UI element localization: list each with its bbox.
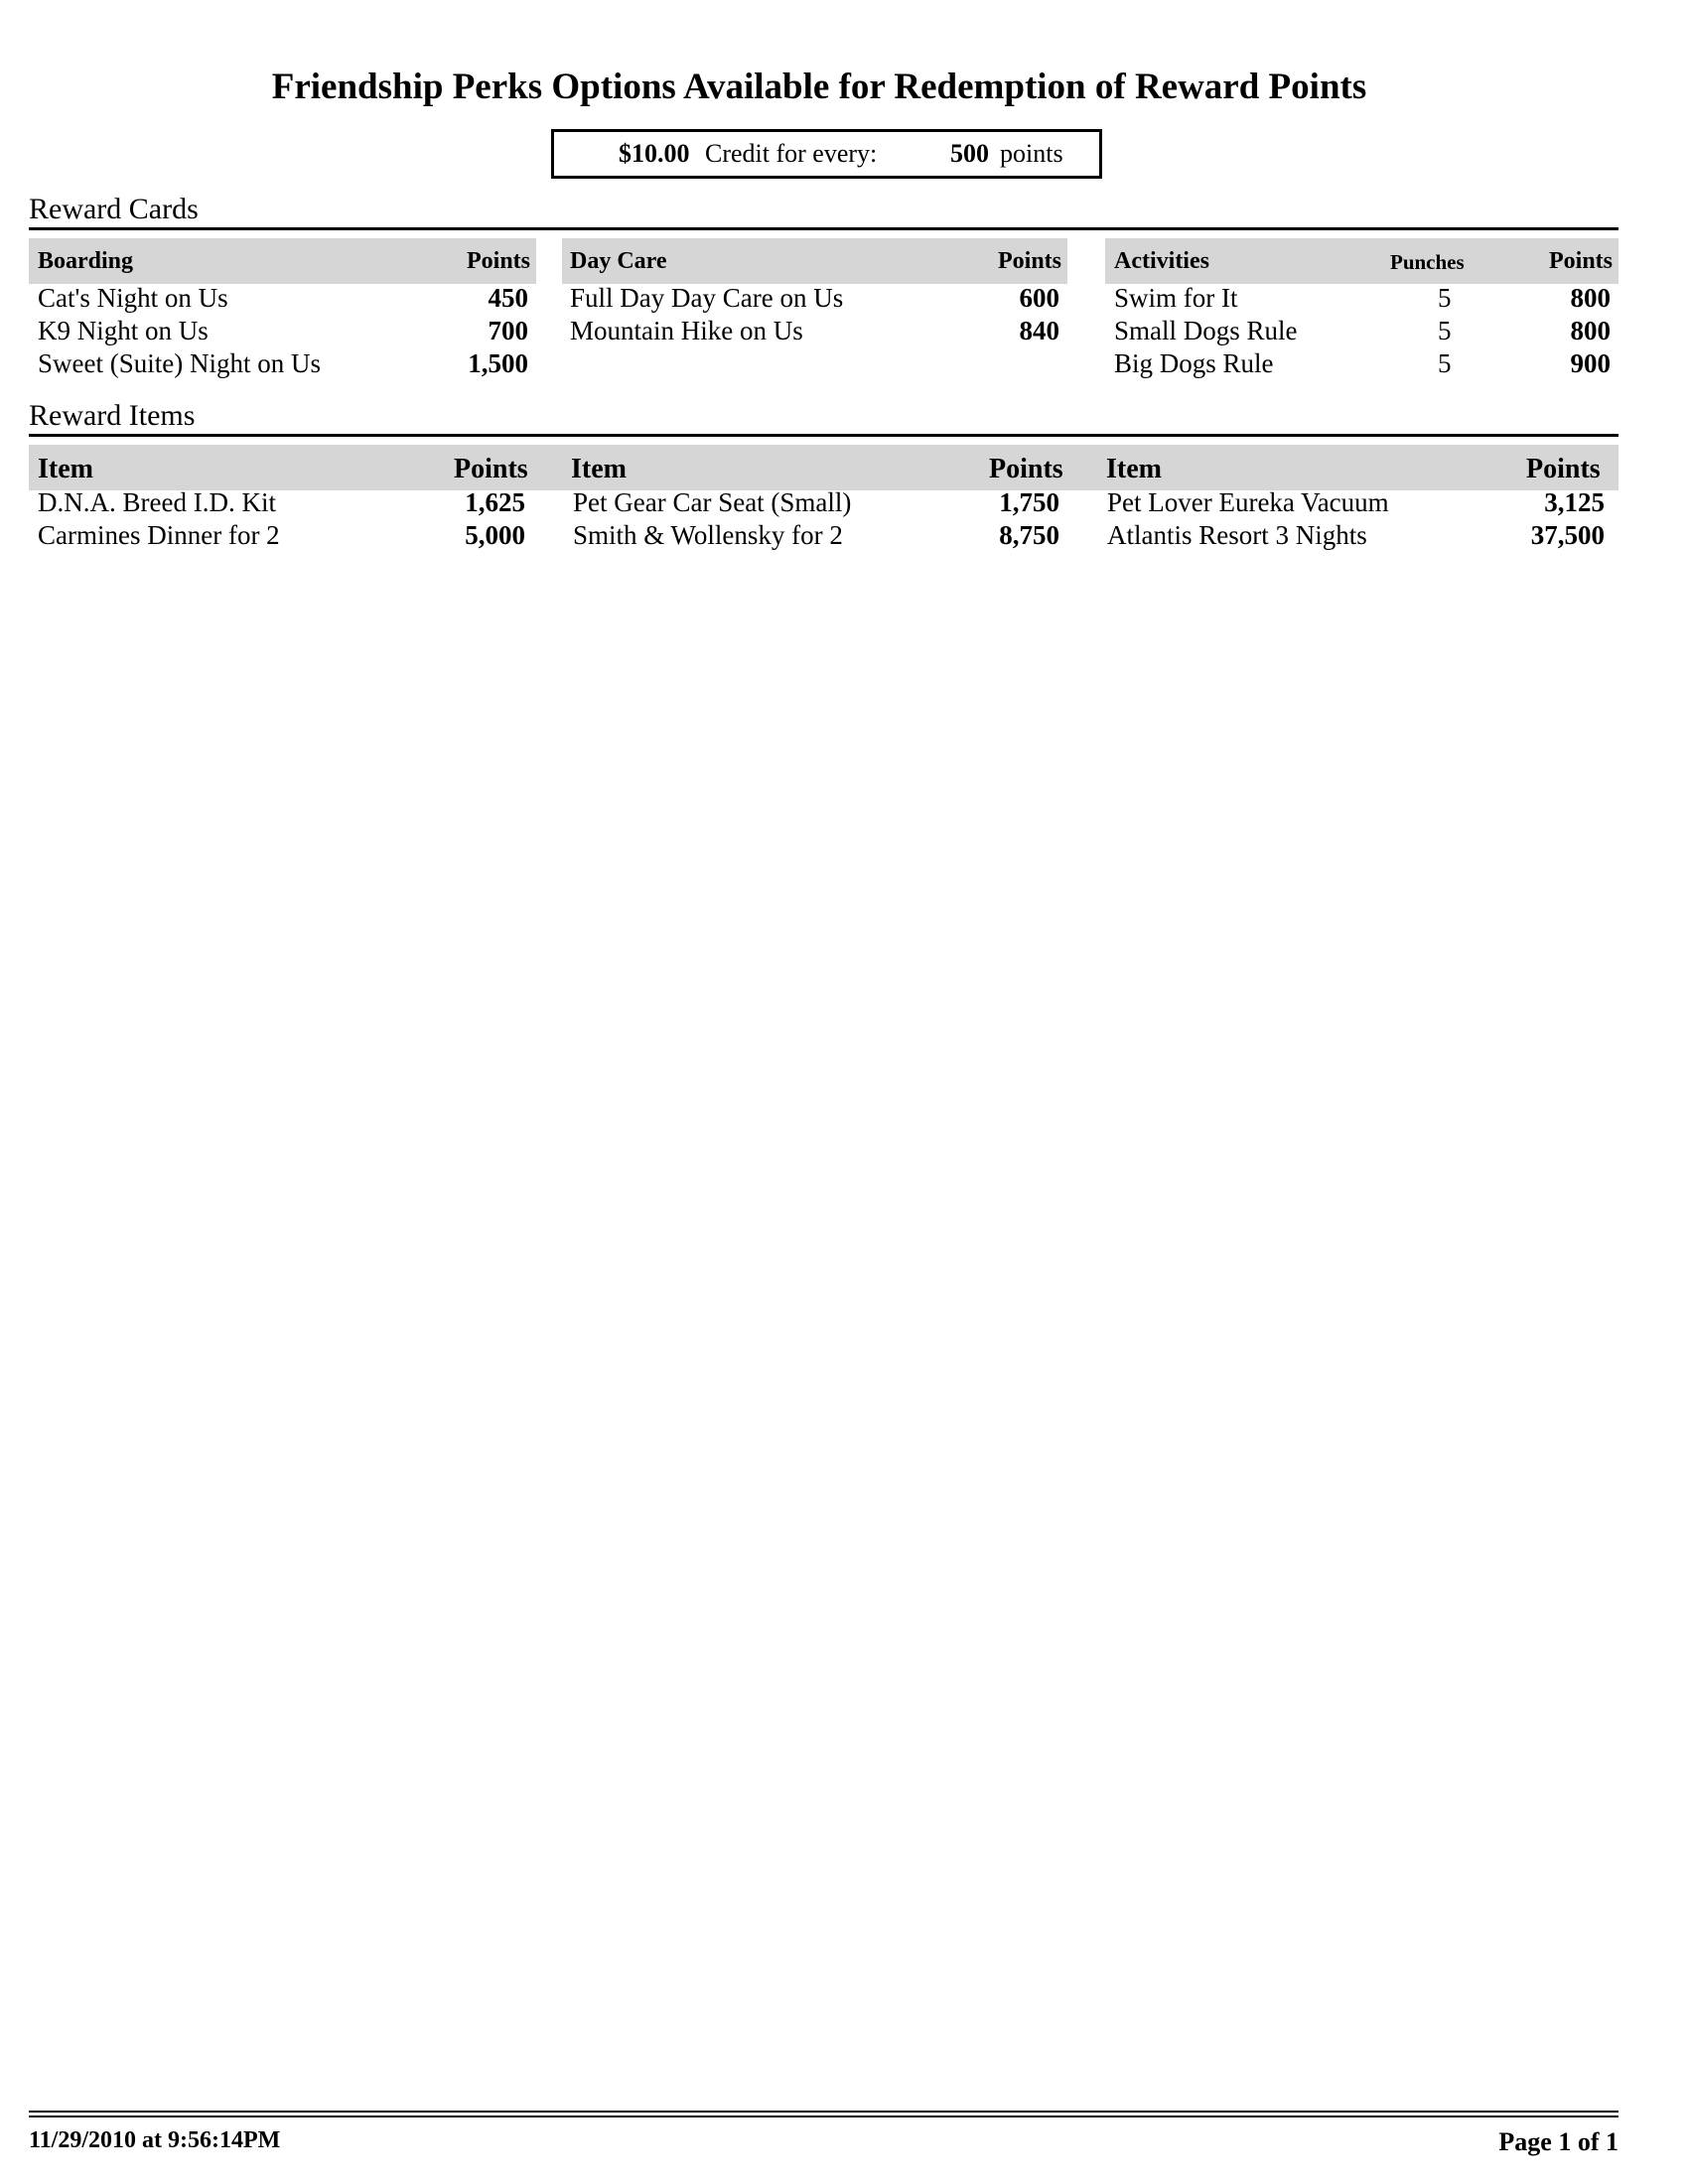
page-title: Friendship Perks Options Available for Redemption of Reward Points: [271, 67, 1367, 107]
day-care-header: [562, 238, 1067, 284]
item-header: Item: [1106, 454, 1162, 484]
reward-points: 1,500: [468, 348, 528, 378]
table-row: [1105, 283, 1618, 315]
page-number: Page 1 of 1: [1498, 2127, 1618, 2156]
reward-points: 800: [1570, 316, 1611, 345]
print-timestamp: 11/29/2010 at 9:56:14PM: [29, 2127, 281, 2153]
table-row: [29, 283, 536, 315]
activities-header: [1105, 238, 1618, 284]
credit-points-value: 500: [950, 139, 989, 168]
reward-punches: 5: [1438, 283, 1452, 313]
table-row: [29, 520, 1618, 553]
table-row: [29, 316, 536, 347]
boarding-header: [29, 238, 536, 284]
points-header: Points: [989, 454, 1063, 484]
item-header: Item: [38, 454, 93, 484]
activities-points-header: Points: [1548, 248, 1613, 274]
boarding-points-header: Points: [466, 248, 530, 274]
table-row: [562, 283, 1067, 315]
item-name: Pet Gear Car Seat (Small): [573, 487, 852, 517]
day-care-points-header: Points: [997, 248, 1061, 274]
reward-name: Big Dogs Rule: [1114, 348, 1274, 378]
item-points: 8,750: [999, 520, 1059, 550]
credit-rate-box: [551, 129, 1102, 179]
item-points: 1,750: [999, 487, 1059, 517]
points-header: Points: [454, 454, 528, 484]
table-row: [1105, 348, 1618, 380]
reward-name: Small Dogs Rule: [1114, 316, 1298, 345]
reward-points: 450: [488, 283, 528, 313]
reward-name: Sweet (Suite) Night on Us: [38, 348, 321, 378]
footer-divider: [29, 2111, 1618, 2113]
item-name: Smith & Wollensky for 2: [573, 520, 843, 550]
item-points: 3,125: [1544, 487, 1605, 517]
activities-header-label: Activities: [1114, 248, 1209, 274]
credit-amount: $10.00: [619, 139, 690, 168]
reward-punches: 5: [1438, 316, 1452, 345]
credit-points-label: points: [1000, 139, 1063, 168]
reward-points: 800: [1570, 283, 1611, 313]
reward-points: 840: [1019, 316, 1059, 345]
item-header: Item: [571, 454, 627, 484]
reward-name: K9 Night on Us: [38, 316, 209, 345]
section-divider: [29, 227, 1618, 230]
credit-text: Credit for every:: [705, 139, 878, 168]
reward-items-heading: Reward Items: [29, 399, 196, 432]
item-points: 5,000: [465, 520, 525, 550]
item-name: Pet Lover Eureka Vacuum: [1107, 487, 1389, 517]
table-row: [562, 316, 1067, 347]
reward-name: Swim for It: [1114, 283, 1238, 313]
item-name: D.N.A. Breed I.D. Kit: [38, 487, 276, 517]
reward-name: Mountain Hike on Us: [570, 316, 803, 345]
item-points: 1,625: [465, 487, 525, 517]
item-points: 37,500: [1530, 520, 1605, 550]
reward-points: 900: [1570, 348, 1611, 378]
activities-punches-header: Punches: [1390, 250, 1465, 274]
table-row: [29, 487, 1618, 520]
footer-divider: [29, 2116, 1618, 2117]
points-header: Points: [1526, 454, 1601, 484]
boarding-header-label: Boarding: [38, 248, 134, 274]
reward-name: Cat's Night on Us: [38, 283, 228, 313]
day-care-header-label: Day Care: [570, 248, 667, 274]
reward-points: 600: [1019, 283, 1059, 313]
reward-items-header: [29, 445, 1618, 490]
item-name: Carmines Dinner for 2: [38, 520, 280, 550]
table-row: [29, 348, 536, 380]
table-row: [1105, 316, 1618, 347]
reward-points: 700: [488, 316, 528, 345]
item-name: Atlantis Resort 3 Nights: [1107, 520, 1367, 550]
section-divider: [29, 434, 1618, 437]
reward-name: Full Day Day Care on Us: [570, 283, 844, 313]
reward-punches: 5: [1438, 348, 1452, 378]
reward-cards-heading: Reward Cards: [29, 193, 199, 225]
